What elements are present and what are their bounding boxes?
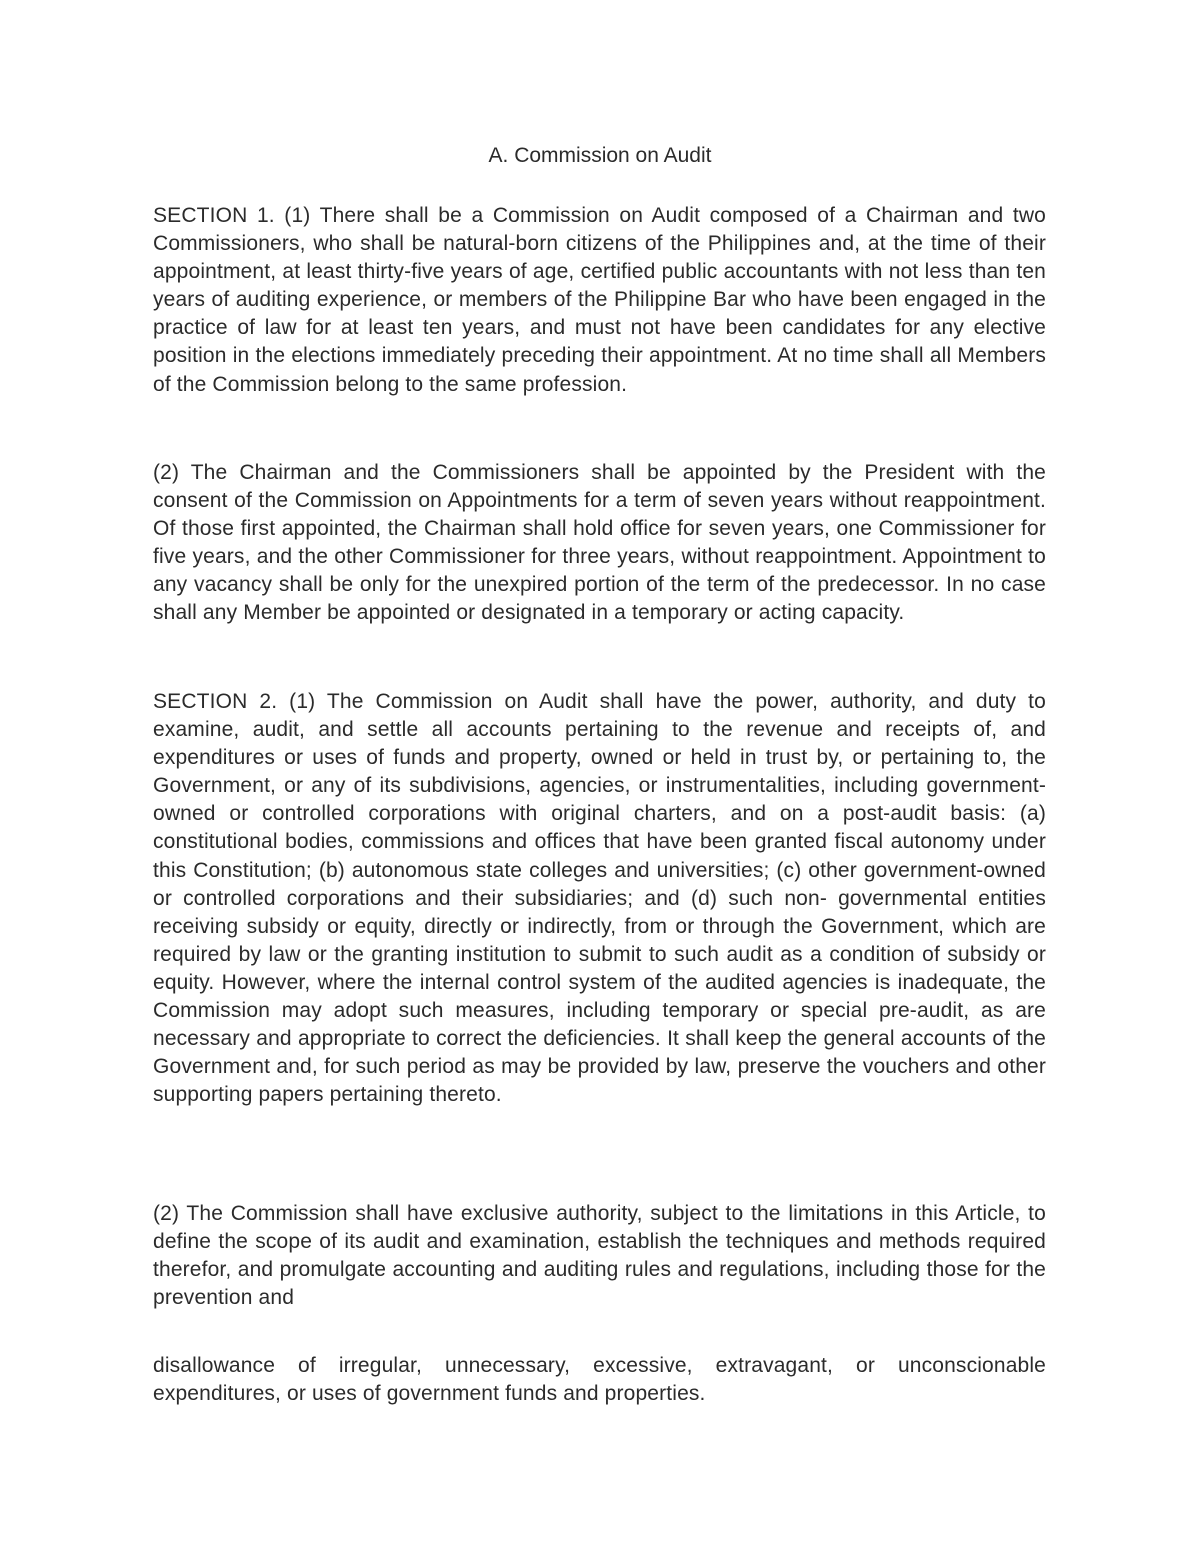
- section-1-paragraph-2: (2) The Chairman and the Commissioners shall be appointed by the President with the consent of the Commission on Appointments for a term of seven years without reappointment. Of those first appointed, the Chairman shall hold office for seven years, one Commissioner for five years, and the other Commissioner for three years, without reappointment. Appointment to any vacancy shall be only for the unexpired portion of the term of the predecessor. In no case shall any Member be appointed or designated in a temporary or acting capacity.: [153, 461, 1046, 625]
- section-2-paragraph-1: SECTION 2. (1) The Commission on Audit shall have the power, authority, and duty to examine, audit, and settle all accounts pertaining to the revenue and receipts of, and expenditures or uses of funds and property, owned or held in trust by, or pertaining to, the Government, or any of its subdivisions, agencies, or instrumentalities, including government-owned or controlled corporations with original charters, and on a post-audit basis: (a) constitutional bodies, commissions and offices that have been granted fiscal autonomy under this Constitution; (b) autonomous state colleges and universities; (c) other government-owned or controlled corporations and their subsidiaries; and (d) such non- governmental entities receiving subsidy or equity, directly or indirectly, from or through the Government, which are required by law or the granting institution to submit to such audit as a condition of subsidy or equity. However, where the internal control system of the audited agencies is inadequate, the Commission may adopt such measures, including temporary or special pre-audit, as are necessary and appropriate to correct the deficiencies. It shall keep the general accounts of the Government and, for such period as may be provided by law, preserve the vouchers and other supporting papers pertaining thereto.: [153, 690, 1046, 1107]
- section-2-paragraph-2: (2) The Commission shall have exclusive authority, subject to the limitations in this Article, to define the scope of its audit and examination, establish the techniques and methods required therefor, and promulgate accounting and auditing rules and regulations, including those for the prevention and: [153, 1202, 1046, 1310]
- section-1-paragraph-1: SECTION 1. (1) There shall be a Commission on Audit composed of a Chairman and two Commissioners, who shall be natural-born citizens of the Philippines and, at the time of their appointment, at least thirty-five years of age, certified public accountants with not less than ten years of auditing experience, or members of the Philippine Bar who have been engaged in the practice of law for at least ten years, and must not have been candidates for any elective position in the elections immediately preceding their appointment. At no time shall all Members of the Commission belong to the same profession.: [153, 204, 1046, 396]
- section-2-paragraph-2-continued: disallowance of irregular, unnecessary, excessive, extravagant, or unconscionable expenditures, or uses of government funds and properties.: [153, 1354, 1046, 1406]
- document-title: A. Commission on Audit: [488, 144, 712, 167]
